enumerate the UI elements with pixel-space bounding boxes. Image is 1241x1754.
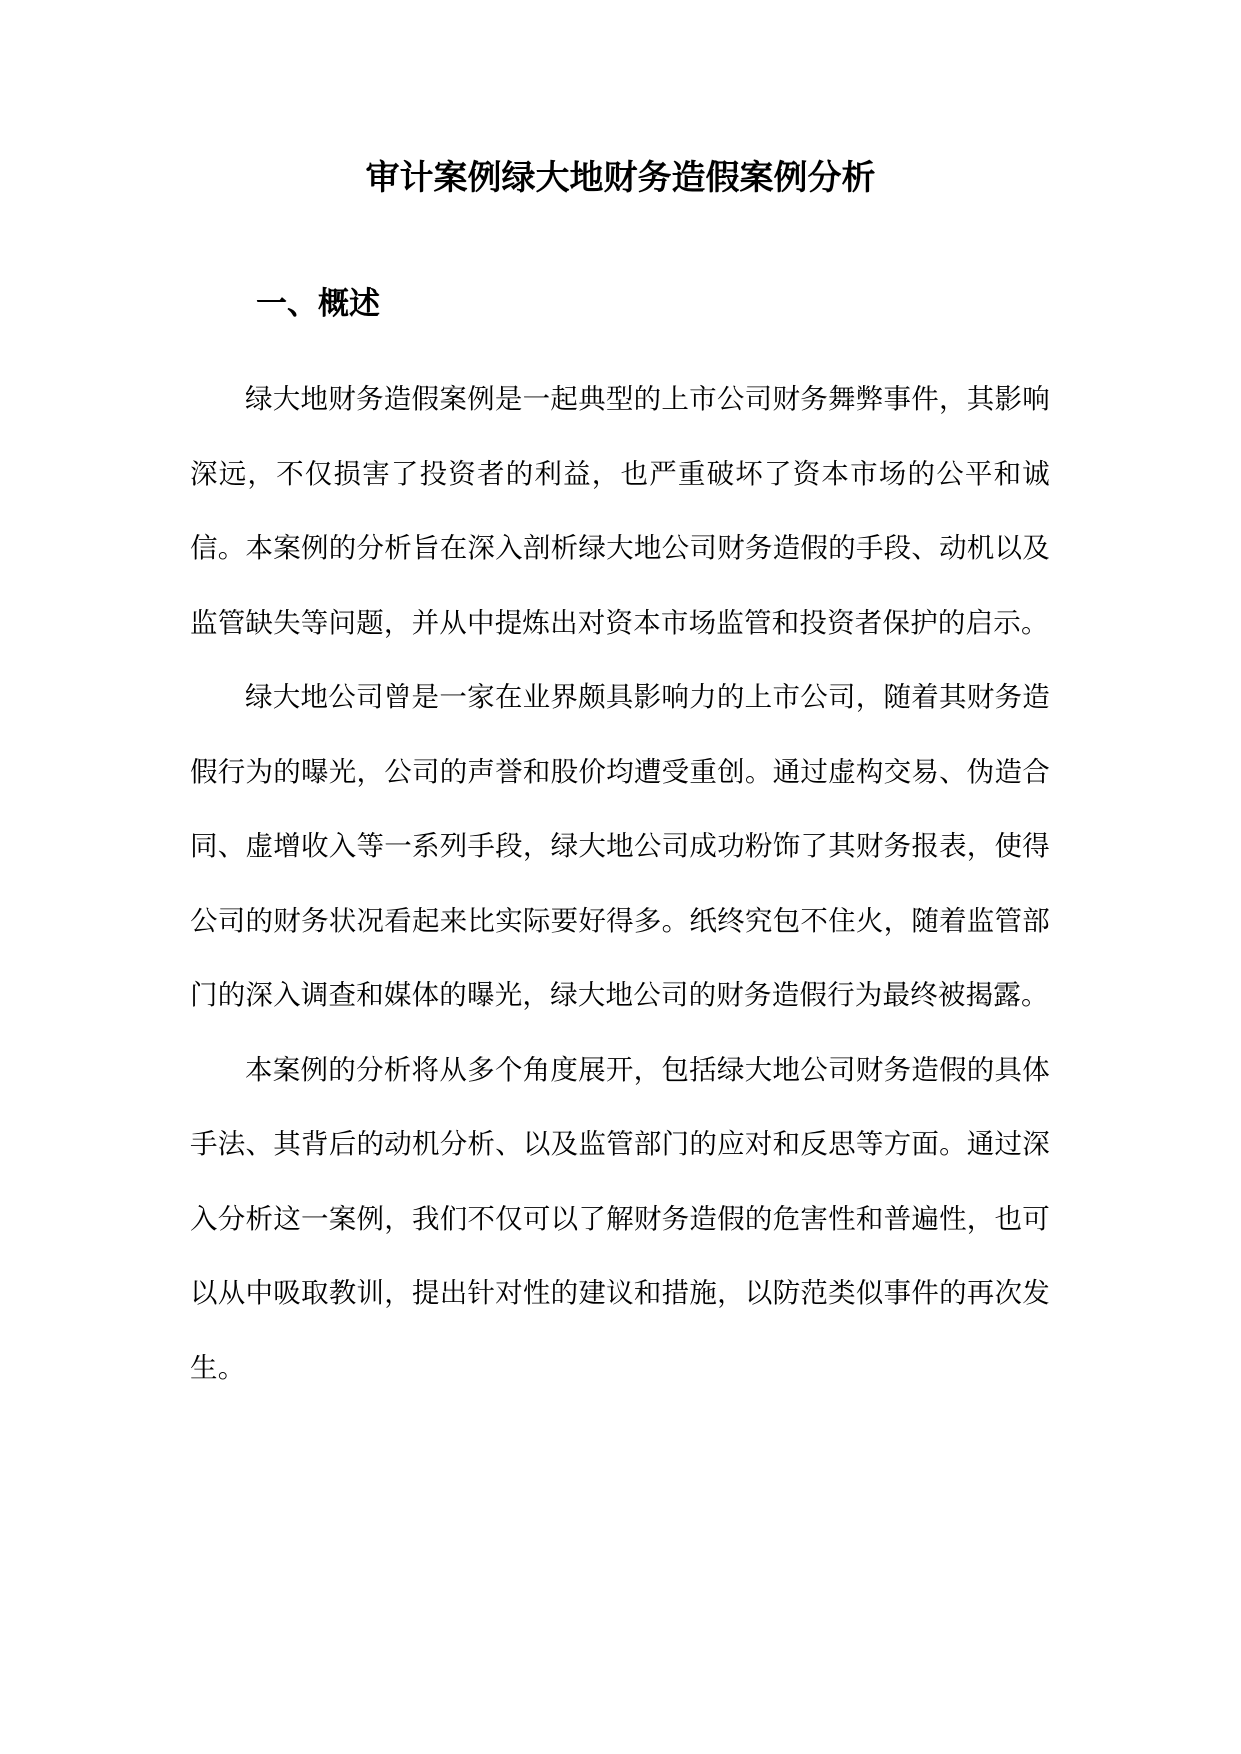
paragraph-2: 绿大地公司曾是一家在业界颇具影响力的上市公司，随着其财务造假行为的曝光，公司的声誉和股价均遭受重创。通过虚构交易、伪造合同、虚增收入等一系列手段，绿大地公司成功粉饰了其财务报表，使得公司的财务状况看起来比实际要好得多。纸终究包不住火，随着监管部门的深入调查和媒体的曝光，绿大地公司的财务造假行为最终被揭露。 xyxy=(190,681,1050,1011)
paragraph-3: 本案例的分析将从多个角度展开，包括绿大地公司财务造假的具体手法、其背后的动机分析、以及监管部门的应对和反思等方面。通过深入分析这一案例，我们不仅可以了解财务造假的危害性和普遍性，也可以从中吸取教训，提出针对性的建议和措施，以防范类似事件的再次发生。 xyxy=(190,1053,1050,1384)
section-body xyxy=(190,362,1050,1405)
paragraph-1: 绿大地财务造假案例是一起典型的上市公司财务舞弊事件，其影响深远，不仅损害了投资者的利益，也严重破坏了资本市场的公平和诚信。本案例的分析旨在深入剖析绿大地公司财务造假的手段、动机以及监管缺失等问题，并从中提炼出对资本市场监管和投资者保护的启示。 xyxy=(190,383,1050,639)
section-heading: 一、概述 xyxy=(256,286,380,322)
document-title: 审计案例绿大地财务造假案例分析 xyxy=(365,158,876,198)
